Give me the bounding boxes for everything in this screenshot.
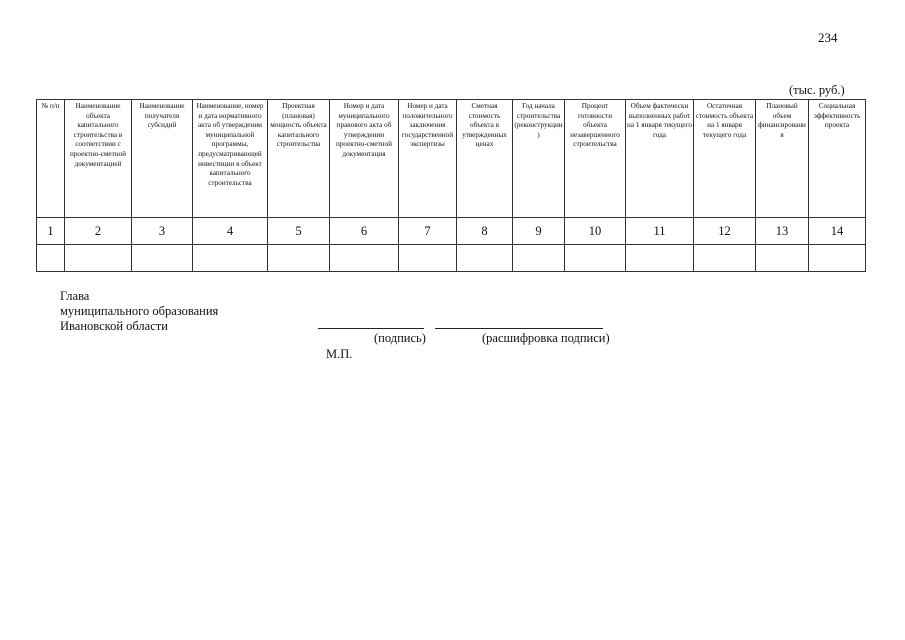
- header-cell: Плановый объем финансирования: [756, 100, 809, 218]
- signature-decode-line: [435, 328, 603, 329]
- table-cell: [694, 245, 756, 272]
- page-number: 234: [818, 30, 838, 45]
- column-number: 7: [399, 218, 457, 245]
- column-number: 6: [330, 218, 399, 245]
- header-cell: Номер и дата положительного заключения государственной экспертизы: [399, 100, 457, 218]
- column-number: 12: [694, 218, 756, 245]
- table-cell: [268, 245, 330, 272]
- column-number: 2: [65, 218, 132, 245]
- column-number: 8: [457, 218, 513, 245]
- table-cell: [132, 245, 193, 272]
- header-cell: Наименование объекта капитального строительства в соответствии с проектно-сметной документацией: [65, 100, 132, 218]
- header-cell: Социальная эффективность проекта: [809, 100, 866, 218]
- header-cell: Остаточная стоимость объекта на 1 января текущего года: [694, 100, 756, 218]
- header-cell: Номер и дата муниципального правового акта об утверждении проектно-сметной документация: [330, 100, 399, 218]
- column-number: 9: [513, 218, 565, 245]
- column-number: 10: [565, 218, 626, 245]
- column-number: 13: [756, 218, 809, 245]
- table-cell: [193, 245, 268, 272]
- signature-decode-caption: (расшифровка подписи): [482, 331, 610, 345]
- table-cell: [65, 245, 132, 272]
- table-cell: [399, 245, 457, 272]
- header-cell: Год начала строительства (реконструкции): [513, 100, 565, 218]
- signature-line: [318, 328, 424, 329]
- header-cell: Объем фактически выполненных работ на 1 января текущего года: [626, 100, 694, 218]
- table-cell: [457, 245, 513, 272]
- header-cell: Сметная стоимость объекта в утвержденных ценах: [457, 100, 513, 218]
- stamp-place-label: М.П.: [326, 347, 353, 361]
- header-cell: Проектная (плановая) мощность объекта капитального строительства: [268, 100, 330, 218]
- header-cell: Наименование получателя субсидий: [132, 100, 193, 218]
- report-table: [36, 99, 866, 272]
- header-row: [37, 100, 866, 218]
- header-cell: Процент готовности объекта незавершенного строительства: [565, 100, 626, 218]
- column-number: 1: [37, 218, 65, 245]
- units-label: (тыс. руб.): [789, 83, 845, 97]
- column-number: 14: [809, 218, 866, 245]
- table-cell: [330, 245, 399, 272]
- column-number: 4: [193, 218, 268, 245]
- header-cell: Наименование, номер и дата нормативного акта об утверждении муниципальной программы, предусматривающей инвестиции в объект капитального строительства: [193, 100, 268, 218]
- signatory-block: [60, 289, 218, 334]
- signatory-organization: муниципального образования: [60, 304, 219, 318]
- table-cell: [565, 245, 626, 272]
- table-cell: [809, 245, 866, 272]
- table-cell: [626, 245, 694, 272]
- header-cell: № п/п: [37, 100, 65, 218]
- column-number: 3: [132, 218, 193, 245]
- column-number: 5: [268, 218, 330, 245]
- column-number: 11: [626, 218, 694, 245]
- table-cell: [756, 245, 809, 272]
- table-cell: [513, 245, 565, 272]
- signatory-region: Ивановской области: [60, 319, 168, 333]
- table-cell: [37, 245, 65, 272]
- signatory-title: Глава: [60, 289, 90, 303]
- column-number-row: [37, 218, 866, 245]
- table-row: [37, 245, 866, 272]
- signature-caption: (подпись): [374, 331, 426, 345]
